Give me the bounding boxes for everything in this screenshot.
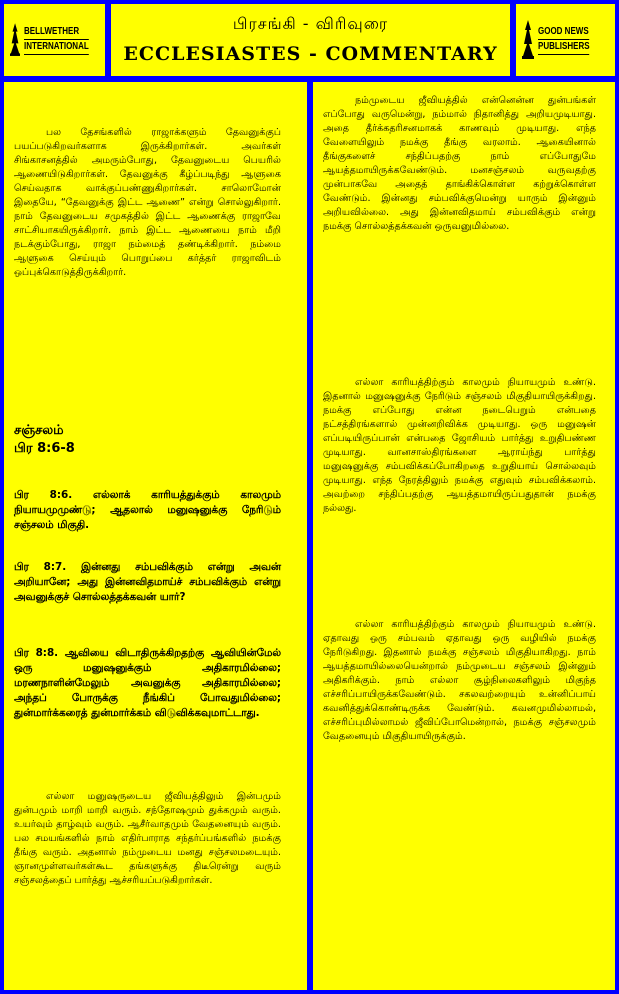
title-english: ECCLESIASTES - COMMENTARY	[123, 43, 498, 65]
logo-right-line2: PUBLISHERS	[538, 40, 590, 55]
right-paragraph-2: எல்லா காரியத்திற்கும் காலமும் நியாயமும் உண்டு. இதனால் மனுஷனுக்கு நேரிடும் சஞ்சலம் மிகுதியாயிருக்கிறது. நமக்கு எப்போது என்ன நடைபெறும் என்பதை நட்சத்திரங்களால் முன்னறிவிக்க முடியாது. ஒரு மனுஷன் எப்படியிருப்பான் என்பதை ஜோசியம் பார்த்து உறுதிபண்ண முடியாது. வானசாஸ்திரங்களை ஆராய்ந்து பார்த்து மனுஷனுக்கு சம்பவிக்கப்போகிறதை உறுதியாய் சொல்லவும் முடியாது. எந்த நேரத்திலும் நமக்கு எதுவும் சம்பவிக்கலாம். அவற்றை சந்திப்பதற்கு ஆயத்தமாயிருப்பதுதான் நமக்கு நல்லது.	[323, 377, 596, 514]
logo-right-line1: GOOD NEWS	[538, 25, 590, 40]
logo-left-line1: BELLWETHER	[24, 25, 89, 40]
intro-paragraph: பல தேசங்களில் ராஜாக்களும் தேவனுக்குப் பயப்படுகிறவர்களாக இருக்கிறார்கள். அவர்கள் சிங்காசனத்தில் அமரும்போது, தேவனுடைய பெயரில் ஆணையிடுகிறார்கள். தேவனுக்கு கீழ்ப்படிந்து ஆளுகை செய்வதாக வாக்குப்பண்ணுகிறார்கள். சாலொமோன் இதையே, “தேவனுக்கு இட்ட ஆணை” என்று சொல்லுகிறார். நாம் தேவனுடைய சமுகத்தில் இட்ட ஆணைக்கு ராஜாவே சாட்சியாகயிருக்கிறார். நாம் இட்ட ஆணையை நாம் மீறி நடக்கும்போது, ராஜா நம்மைத் தண்டிக்கிறார். நம்மை ஆளுகை செய்யும் பொறுப்பை கர்த்தர் ராஜாவிடம் ஒப்புக்கொடுத்திருக்கிறார்.	[14, 127, 281, 278]
left-closing-paragraph: எல்லா மனுஷருடைய ஜீவியத்திலும் இன்பமும் துன்பமும் மாறி மாறி வரும். சந்தோஷமும் துக்கமும் வரும். உயர்வும் தாழ்வும் வரும். ஆசீர்வாதமும் வேதனையும் வரும். பல சமயங்களில் நாம் எதிர்பாராத சந்தர்ப்பங்களில் நமக்கு தீங்கு வரும். அதனால் நம்முடைய மனது சஞ்சலமடையும். ஞானமுள்ளவர்கள்கூட தங்களுக்கு திடீரென்று வரும் சஞ்சலத்தைப் பார்த்து ஆச்சரியப்படுகிறார்கள்.	[14, 791, 281, 886]
right-paragraph-1: நம்முடைய ஜீவியத்தில் என்னென்ன துன்பங்கள் எப்போது வருமென்று, நம்மால் நிதானித்து அறியமுடியாது. அதை தீர்க்கதரிசனமாகக் காணவும் முடியாது. எந்த வேளையிலும் நமக்கு தீங்கு வரலாம். ஆகையினால் தீங்குகளைச் சந்திப்பதற்கு நாம் எப்போதுமே ஆயத்தமாயிருக்கவேண்டும். மனசஞ்சலம் வருவதற்கு முன்பாகவே அதைத் தாங்கிக்கொள்ள கற்றுக்கொள்ள வேண்டும். இன்னது சம்பவிக்குமென்று யாரும் இன்னும் அறியவில்லை. அது இன்னவிதமாய் சம்பவிக்கும் என்று நமக்கு சொல்லத்தக்கவன் ஒருவனுமில்லை.	[323, 95, 596, 232]
verse-8-7: பிர 8:7. இன்னது சம்பவிக்கும் என்று அவன் அறியானே; அது இன்னவிதமாய்ச் சம்பவிக்கும் என்று அவனுக்குச் சொல்லத்தக்கவன் யார்?	[14, 561, 281, 603]
lamp-icon	[522, 20, 534, 60]
verse-8-8: பிர 8:8. ஆவியை விடாதிருக்கிறதற்கு ஆவியின்மேல் ஒரு மனுஷனுக்கும் அதிகாரமில்லை; மரணநாளின்மேலும் அவனுக்கு அதிகாரமில்லை; அந்தப் போருக்கு நீங்கிப் போவதுமில்லை; துன்மார்க்கரைத் துன்மார்க்கம் விடுவிக்கவுமாட்டாது.	[14, 647, 281, 719]
section-reference: பிர 8:6-8	[14, 441, 75, 456]
right-paragraph-3: எல்லா காரியத்திற்கும் காலமும் நியாயமும் உண்டு. ஏதாவது ஒரு சம்பவம் ஏதாவது ஒரு வழியில் நமக்கு நேரிடுகிறது. இதனால் நமக்கு சஞ்சலம் மிகுதியாகிறது. நாம் ஆயத்தமாயில்லையென்றால் நம்முடைய சஞ்சலம் இன்னும் அதிகரிக்கும். நாம் எல்லா சூழ்நிலைகளிலும் மிகுந்த எச்சரிப்பாயிருக்கவேண்டும். சகலவற்றையும் உன்னிப்பாய் கவனித்துக்கொண்டிருக்க வேண்டும். கவனமுமில்லாமல், எச்சரிப்புமில்லாமல் ஜீவிப்போமென்றால், நமக்கு சஞ்சலமும் வேதனையும் மிகுதியாயிருக்கும்.	[323, 619, 596, 742]
logo-left-line2: INTERNATIONAL	[24, 40, 89, 55]
section-heading: சஞ்சலம்	[14, 423, 64, 438]
bellwether-icon	[10, 20, 20, 60]
title-tamil: பிரசங்கி - விரிவுரை	[232, 14, 389, 33]
left-column	[4, 82, 307, 990]
good-news-logo	[516, 4, 615, 76]
bellwether-logo	[4, 4, 105, 76]
page-header	[111, 4, 510, 76]
right-column	[313, 82, 615, 990]
verse-8-6: பிர 8:6. எல்லாக் காரியத்துக்கும் காலமும் நியாயமுமுண்டு; ஆதலால் மனுஷனுக்கு நேரிடும் சஞ்சலம் மிகுதி.	[14, 489, 281, 531]
